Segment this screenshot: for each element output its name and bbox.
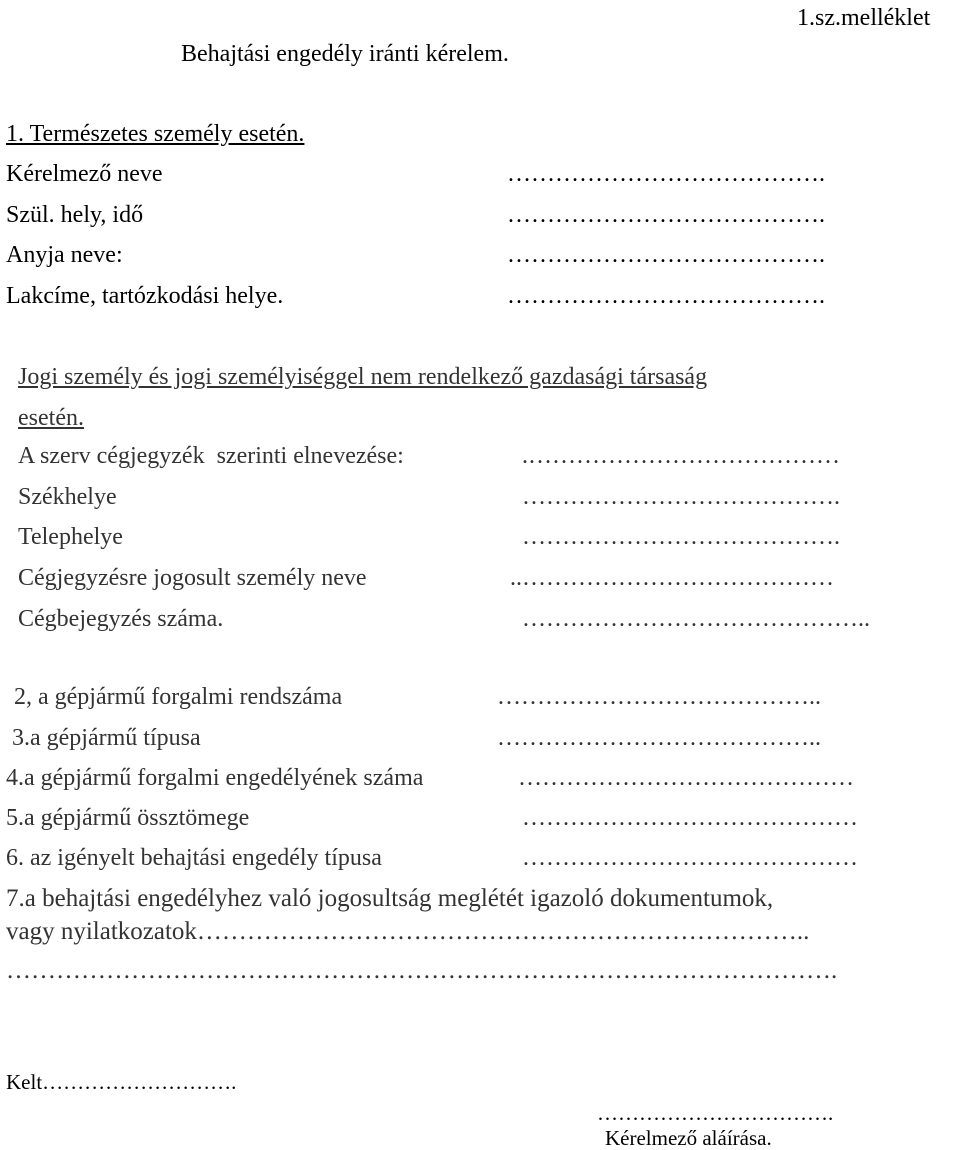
- item7-line1: 7.a behajtási engedélyhez való jogosultság meglétét igazoló dokumentumok,: [6, 885, 774, 912]
- authorized-person-label: Cégjegyzésre jogosult személy neve: [18, 565, 367, 591]
- total-weight-dots: ……………………………………: [522, 805, 858, 831]
- legal-heading-line2-text: esetén.: [18, 405, 84, 431]
- birth-place-date-dots: ………………………………….: [507, 202, 825, 228]
- permit-type-label: 6. az igényelt behajtási engedély típusa: [6, 845, 382, 871]
- headquarters-label: Székhelye: [18, 484, 117, 510]
- plate-number-dots: …………………………………..: [497, 684, 821, 710]
- section1-heading-text: 1. Természetes személy esetén.: [6, 121, 305, 147]
- plate-number-label: 2, a gépjármű forgalmi rendszáma: [14, 684, 343, 710]
- mother-name-label: Anyja neve:: [6, 242, 123, 268]
- vehicle-type-dots: …………………………………..: [497, 725, 821, 751]
- address-label: Lakcíme, tartózkodási helye.: [6, 283, 284, 309]
- company-name-label: A szerv cégjegyzék szerinti elnevezése:: [18, 443, 404, 469]
- legal-heading-line1: [18, 365, 707, 389]
- mother-name-dots: ………………………………….: [507, 242, 825, 268]
- applicant-name-label: Kérelmező neve: [6, 161, 163, 187]
- authorized-person-dots: ..…………………………………: [510, 565, 834, 591]
- signature-label: Kérelmező aláírása.: [605, 1126, 772, 1150]
- item7-line3: ……………………………………………………………………………………….: [6, 957, 838, 984]
- registration-cert-dots: ……………………………………: [518, 765, 854, 791]
- address-dots: ………………………………….: [507, 283, 825, 309]
- date-place-line: Kelt……………………….: [6, 1070, 237, 1094]
- company-name-dots: .…………………………………: [522, 443, 840, 469]
- item7-line2: vagy nyilatkozatok………………………………………………………………..: [6, 918, 810, 945]
- page-title: Behajtási engedély iránti kérelem.: [181, 41, 509, 67]
- section1-heading: [6, 122, 304, 146]
- site-dots: ………………………………….: [522, 524, 840, 550]
- registration-number-dots: ……………………………………..: [522, 606, 870, 632]
- birth-place-date-label: Szül. hely, idő: [6, 202, 144, 228]
- applicant-name-dots: ………………………………….: [507, 161, 825, 187]
- site-label: Telephelye: [18, 524, 123, 550]
- total-weight-label: 5.a gépjármű össztömege: [6, 805, 250, 831]
- annex-label: 1.sz.melléklet: [797, 5, 931, 31]
- legal-heading-line2: [18, 406, 84, 430]
- registration-number-label: Cégbejegyzés száma.: [18, 606, 224, 632]
- permit-type-dots: ……………………………………: [522, 845, 858, 871]
- registration-cert-label: 4.a gépjármű forgalmi engedélyének száma: [6, 765, 424, 791]
- headquarters-dots: ………………………………….: [522, 484, 840, 510]
- vehicle-type-label: 3.a gépjármű típusa: [12, 725, 201, 751]
- signature-dots: …………………………….: [597, 1101, 834, 1125]
- legal-heading-line1-text: Jogi személy és jogi személyiséggel nem rendelkező gazdasági társaság: [18, 364, 708, 390]
